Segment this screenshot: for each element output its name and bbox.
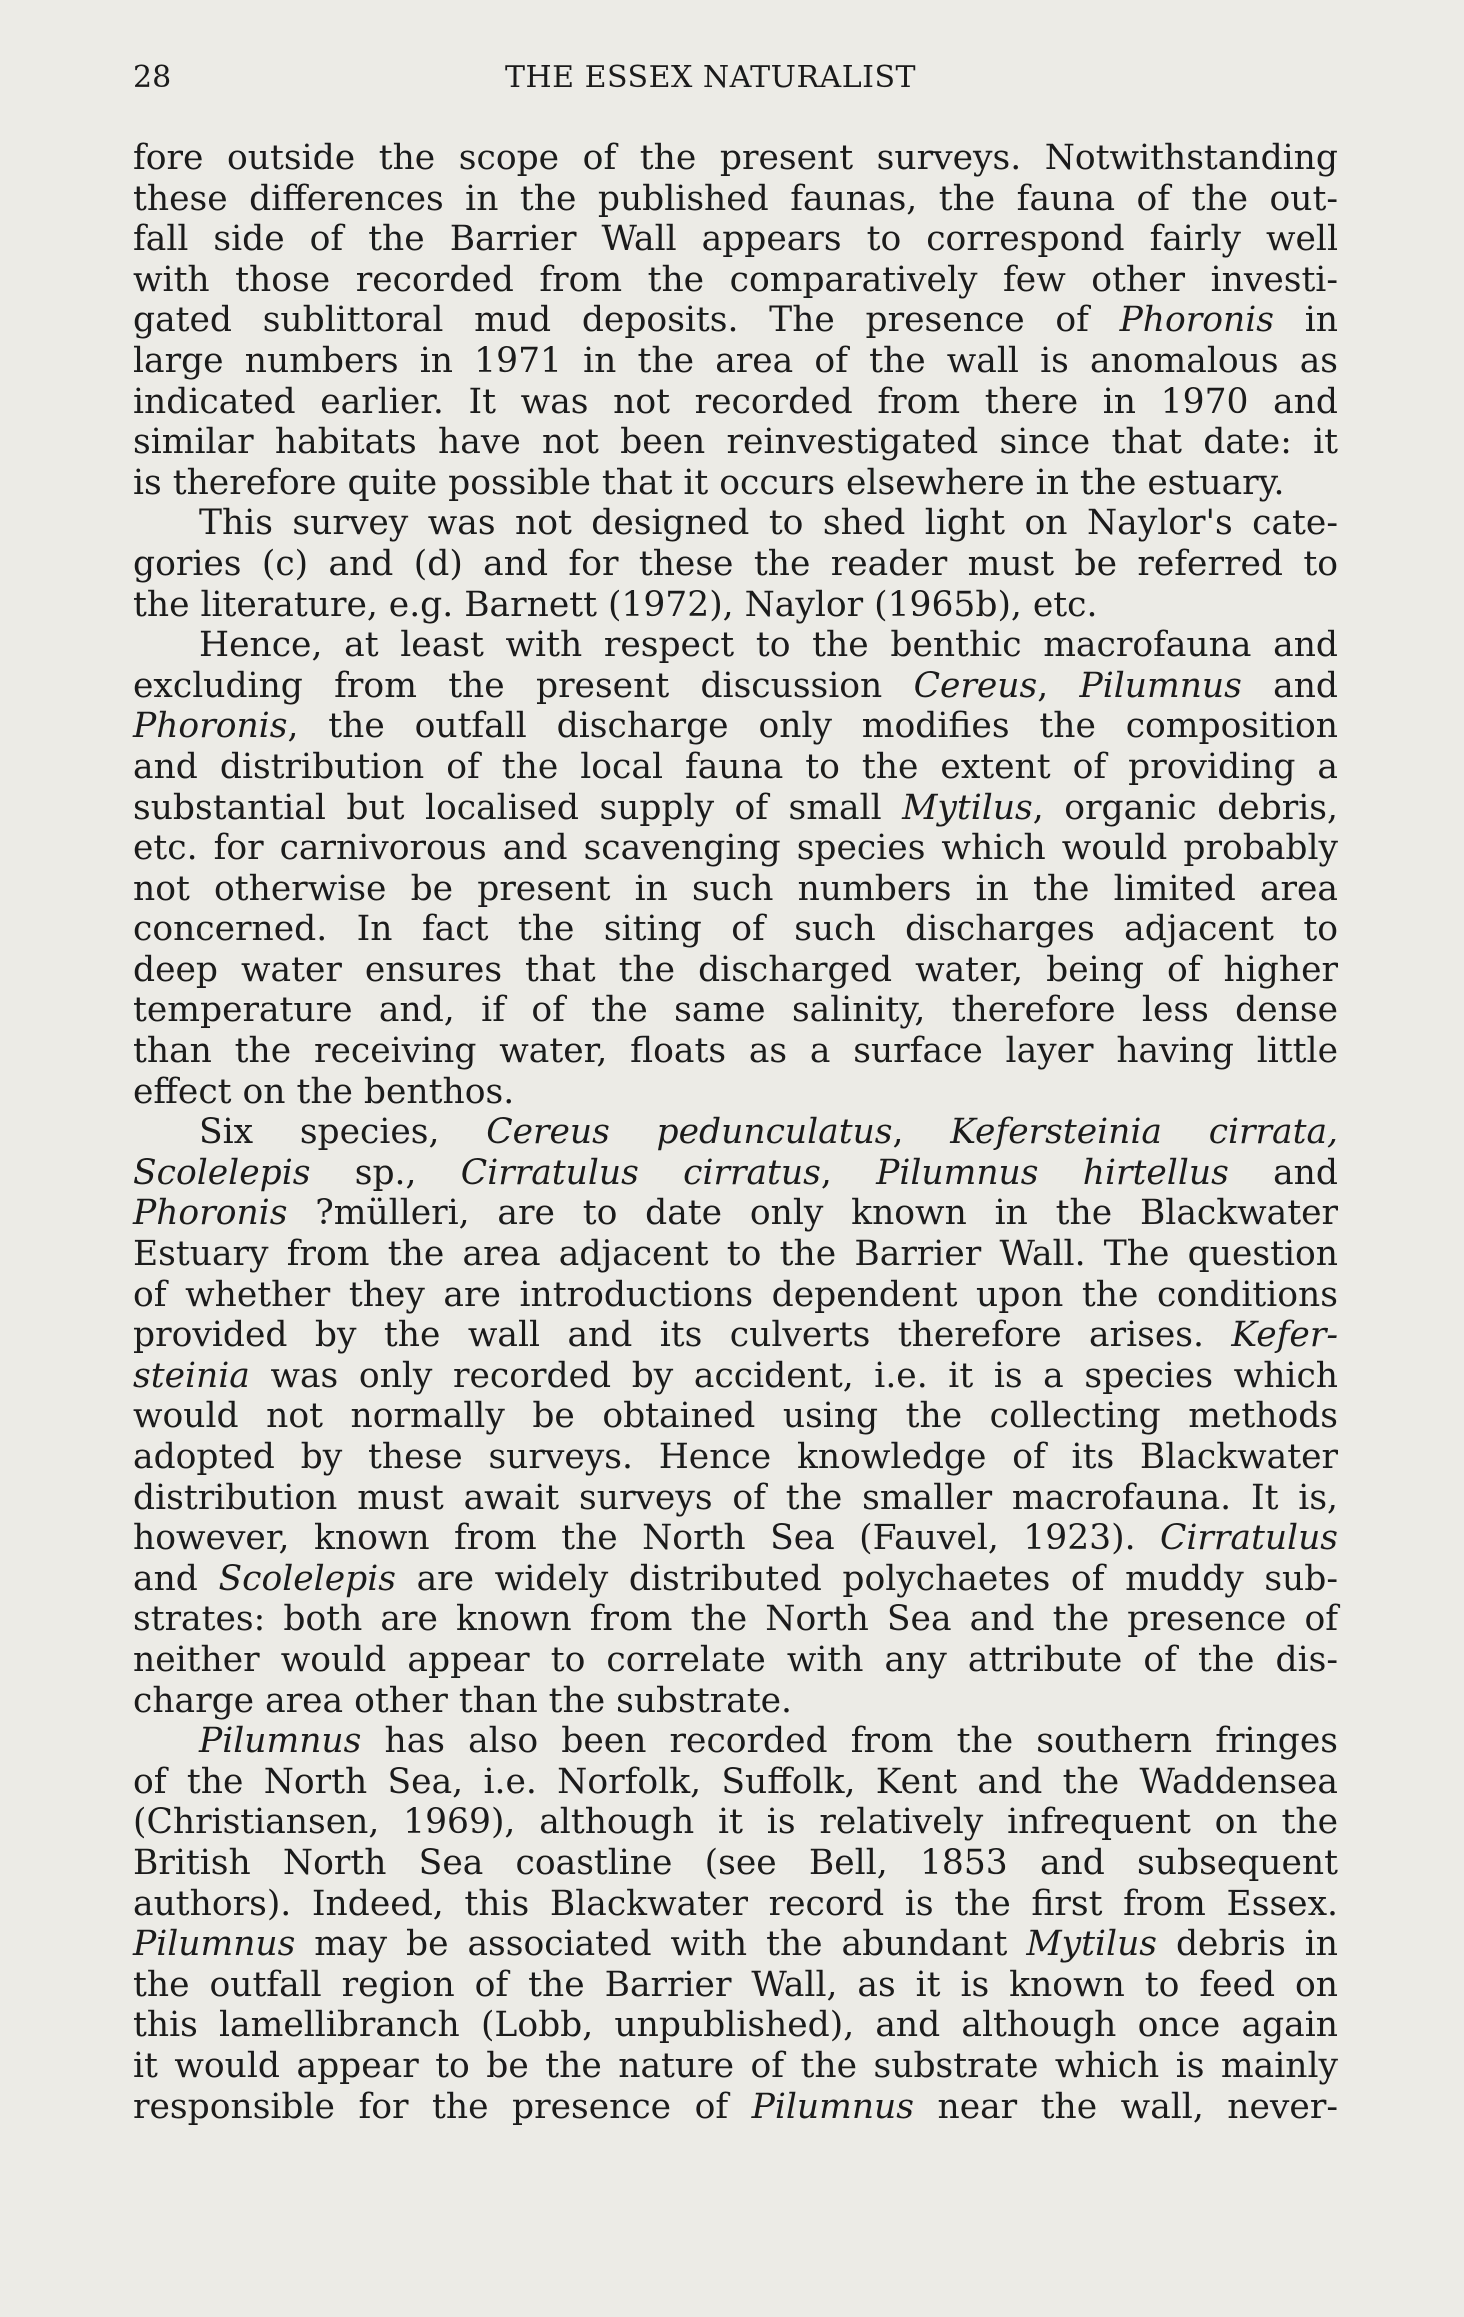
text-line: similar habitats have not been reinvestigated since that date: it [133,422,1338,463]
body-text [133,138,1338,2127]
text-line: charge area other than the substrate. [133,1680,793,1721]
text-line: steinia was only recorded by accident, i.e. it is a species which [133,1355,1338,1396]
text-line: it would appear to be the nature of the substrate which is mainly [133,2045,1338,2086]
text-line: with those recorded from the comparatively few other investi- [133,259,1338,300]
text-line: adopted by these surveys. Hence knowledge of its Blackwater [133,1437,1338,1477]
text-line: Pilumnus may be associated with the abundant Mytilus debris in [133,1924,1338,1965]
text-line: of whether they are introductions dependent upon the conditions [133,1274,1338,1315]
text-line: would not normally be obtained using the collecting methods [133,1396,1338,1437]
text-line: etc. for carnivorous and scavenging species which would probably [133,828,1338,869]
text-line: responsible for the presence of Pilumnus near the wall, never- [133,2086,1338,2127]
text-line: gated sublittoral mud deposits. The presence of Phoronis in [133,300,1338,341]
text-line: neither would appear to correlate with any attribute of the dis- [133,1639,1338,1680]
text-line: than the receiving water, floats as a surface layer having little [133,1031,1338,1072]
text-line: and distribution of the local fauna to the extent of providing a [133,746,1338,787]
text-line: substantial but localised supply of small Mytilus, organic debris, [133,787,1338,828]
text-line: indicated earlier. It was not recorded from there in 1970 and [133,381,1338,422]
text-line: is therefore quite possible that it occurs elsewhere in the estuary. [133,462,1285,503]
text-line: This survey was not designed to shed light on Naylor's cate- [199,503,1338,544]
text-line: however, known from the North Sea (Fauvel, 1923). Cirratulus [133,1518,1338,1559]
text-line: strates: both are known from the North Sea and the presence of [133,1599,1338,1640]
text-line: of the North Sea, i.e. Norfolk, Suffolk, Kent and the Waddensea [133,1761,1338,1802]
text-line: (Christiansen, 1969), although it is relatively infrequent on the [133,1802,1338,1843]
text-line: Hence, at least with respect to the benthic macrofauna and [199,625,1338,666]
text-line: effect on the benthos. [133,1071,515,1112]
text-line: temperature and, if of the same salinity, therefore less dense [133,990,1338,1031]
text-line: fore outside the scope of the present surveys. Notwithstanding [133,138,1338,178]
text-line: Estuary from the area adjacent to the Barrier Wall. The question [133,1234,1338,1275]
text-line: British North Sea coastline (see Bell, 1853 and subsequent [133,1842,1338,1883]
text-line: Six species, Cereus pedunculatus, Kefersteinia cirrata, [199,1112,1339,1153]
text-line: this lamellibranch (Lobb, unpublished), and although once again [133,2005,1338,2046]
text-line: authors). Indeed, this Blackwater record is the first from Essex. [133,1883,1338,1924]
text-line: Pilumnus has also been recorded from the southern fringes [199,1721,1338,1762]
text-line: the literature, e.g. Barnett (1972), Naylor (1965b), etc. [133,584,1098,625]
page-number: 28 [133,60,172,95]
text-line: concerned. In fact the siting of such discharges adjacent to [133,909,1338,950]
text-line: distribution must await surveys of the smaller macrofauna. It is, [133,1477,1338,1518]
text-line: the outfall region of the Barrier Wall, as it is known to feed on [133,1964,1338,2005]
running-head: THE ESSEX NATURALIST [505,60,917,95]
text-line: these differences in the published faunas, the fauna of the out- [133,178,1338,219]
text-line: Phoronis ?mülleri, are to date only known in the Blackwater [133,1193,1338,1234]
text-line: provided by the wall and its culverts therefore arises. Kefer- [133,1315,1338,1356]
page-header [133,58,1338,98]
text-line: excluding from the present discussion Cereus, Pilumnus and [133,665,1339,706]
text-line: fall side of the Barrier Wall appears to correspond fairly well [133,219,1338,260]
text-line: large numbers in 1971 in the area of the wall is anomalous as [133,340,1338,381]
text-line: not otherwise be present in such numbers in the limited area [133,868,1338,909]
text-line: deep water ensures that the discharged water, being of higher [133,949,1338,990]
text-line: Scolelepis sp., Cirratulus cirratus, Pilumnus hirtellus and [133,1152,1338,1193]
text-line: Phoronis, the outfall discharge only modifies the composition [133,706,1338,747]
text-line: and Scolelepis are widely distributed polychaetes of muddy sub- [133,1558,1338,1599]
text-line: gories (c) and (d) and for these the reader must be referred to [133,543,1338,584]
